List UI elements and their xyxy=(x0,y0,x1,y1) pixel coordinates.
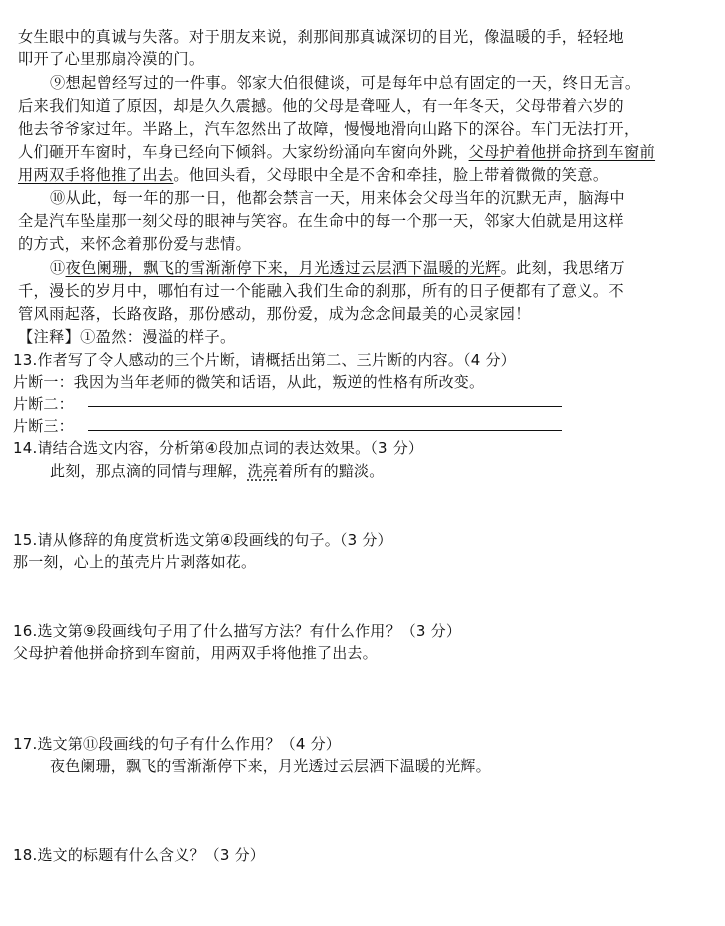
paragraph-9-line xyxy=(18,141,655,163)
fragment-2-label: 片断二： xyxy=(13,395,74,413)
question-15-quote: 那一刻，心上的茧壳片片剥落如花。 xyxy=(13,553,257,571)
paragraph-9-line: 后来我们知道了原因，却是久久震撼。他的父母是聋哑人，有一年冬天，父母带着六岁的 xyxy=(18,97,624,115)
question-17-quote: 夜色阑珊，飘飞的雪渐渐停下来，月光透过云层洒下温暖的光辉。 xyxy=(50,757,491,775)
fragment-3-answer-line[interactable] xyxy=(88,430,562,431)
dotted-keyword: 洗亮 xyxy=(247,462,279,480)
fragment-3-label: 片断三： xyxy=(13,417,74,435)
question-15: 15.请从修辞的角度赏析选文第④段画线的句子。（3 分） xyxy=(13,531,393,549)
question-14-quote xyxy=(50,460,384,482)
fragment-1-answer: 片断一：我因为当年老师的微笑和话语，从此，叛逆的性格有所改变。 xyxy=(13,373,485,391)
question-16-quote: 父母护着他拼命挤到车窗前，用两双手将他推了出去。 xyxy=(13,644,378,662)
paragraph-10-line: 全是汽车坠崖那一刻父母的眼神与笑容。在生命中的每一个那一天，邻家大伯就是用这样 xyxy=(18,212,624,230)
paragraph-9-text: 人们砸开车窗时，车身已经向下倾斜。大家纷纷涌向车窗向外跳， xyxy=(18,143,469,161)
annotation-note: 【注释】①盈然：漫溢的样子。 xyxy=(18,328,236,346)
paragraph-9-text: 。他回头看，父母眼中全是不舍和牵挂，脸上带着微微的笑意。 xyxy=(173,166,609,184)
article-line: 女生眼中的真诚与失落。对于朋友来说，刹那间那真诚深切的目光，像温暖的手，轻轻地 xyxy=(18,28,624,46)
paragraph-11-text: 。此刻，我思绪万 xyxy=(500,259,625,277)
question-17: 17.选文第⑪段画线的句子有什么作用？（4 分） xyxy=(13,735,341,753)
paragraph-10-line: ⑩从此，每一年的那一日，他都会禁言一天，用来体会父母当年的沉默无声，脑海中 xyxy=(50,189,625,207)
paragraph-9-line xyxy=(18,164,608,186)
paragraph-9-line: 他去爷爷家过年。半路上，汽车忽然出了故障，慢慢地滑向山路下的深谷。车门无法打开， xyxy=(18,120,640,138)
quote-text: 着所有的黯淡。 xyxy=(278,462,385,480)
paragraph-9-line: ⑨想起曾经写过的一件事。邻家大伯很健谈，可是每年中总有固定的一天，终日无言。 xyxy=(50,74,641,92)
question-16: 16.选文第⑨段画线句子用了什么描写方法？有什么作用？（3 分） xyxy=(13,622,462,640)
paragraph-11-underlined-sentence: 夜色阑珊，飘飞的雪渐渐停下来，月光透过云层洒下温暖的光辉 xyxy=(65,259,501,277)
paragraph-9-underlined-sentence: 父母护着他拼命挤到车窗前 xyxy=(468,143,656,161)
question-13: 13.作者写了令人感动的三个片断，请概括出第二、三片断的内容。（4 分） xyxy=(13,351,516,369)
question-14: 14.请结合选文内容，分析第④段加点词的表达效果。（3 分） xyxy=(13,439,424,457)
paragraph-11-line: 管风雨起落，长路夜路，那份感动，那份爱，成为念念间最美的心灵家园！ xyxy=(18,305,531,323)
question-18: 18.选文的标题有什么含义？（3 分） xyxy=(13,846,265,864)
paragraph-11-number: ⑪ xyxy=(50,259,66,277)
paragraph-11-line: 千，漫长的岁月中，哪怕有过一个能融入我们生命的刹那，所有的日子便都有了意义。不 xyxy=(18,282,624,300)
paragraph-11-line xyxy=(50,257,625,279)
fragment-2-answer-line[interactable] xyxy=(88,406,562,407)
paragraph-9-underlined-sentence: 用两双手将他推了出去 xyxy=(18,166,174,184)
article-line: 叩开了心里那扇冷漠的门。 xyxy=(18,50,205,68)
quote-text: 此刻，那点滴的同情与理解， xyxy=(50,462,248,480)
paragraph-10-line: 的方式，来怀念着那份爱与悲情。 xyxy=(18,235,252,253)
